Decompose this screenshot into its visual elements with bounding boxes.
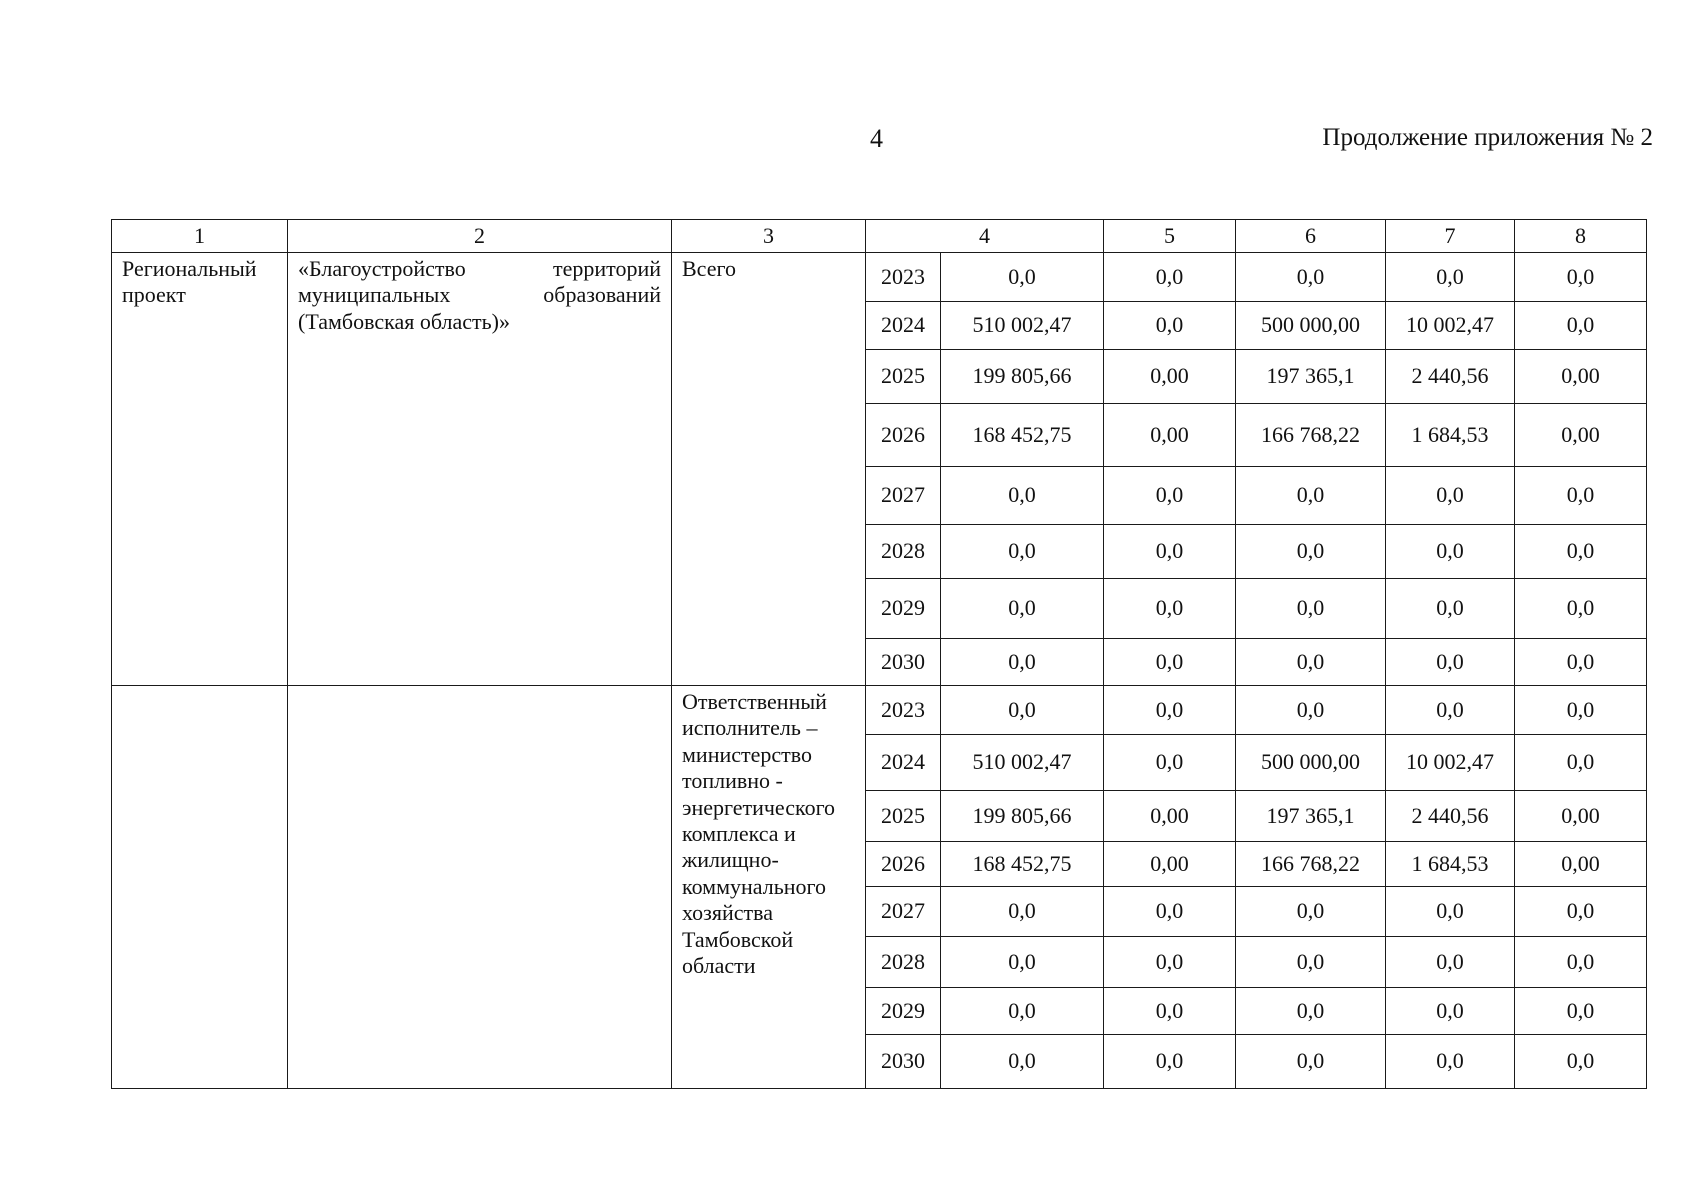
value-cell: 2 440,56 <box>1386 791 1515 842</box>
value-cell: 0,0 <box>1386 988 1515 1035</box>
value-cell: 166 768,22 <box>1236 404 1386 467</box>
header-row <box>112 220 1647 253</box>
value-cell: 0,0 <box>1236 253 1386 302</box>
header-cell: 3 <box>672 220 866 253</box>
row-type-cell <box>112 686 288 1089</box>
row-source-cell: Ответственный исполнитель – министерство топливно - энергетического комплекса и жилищно-коммунального хозяйства Тамбовской области <box>672 686 866 1089</box>
value-cell: 168 452,75 <box>941 842 1104 887</box>
value-cell: 0,0 <box>1104 1035 1236 1089</box>
value-cell: 0,0 <box>941 988 1104 1035</box>
year-cell: 2023 <box>866 253 941 302</box>
value-cell: 0,0 <box>1515 686 1647 735</box>
value-cell: 0,0 <box>941 639 1104 686</box>
row-name-cell <box>288 686 672 1089</box>
year-cell: 2024 <box>866 735 941 791</box>
value-cell: 0,00 <box>1104 842 1236 887</box>
value-cell: 10 002,47 <box>1386 302 1515 350</box>
value-cell: 0,00 <box>1104 350 1236 404</box>
value-cell: 0,0 <box>1104 525 1236 579</box>
year-cell: 2029 <box>866 988 941 1035</box>
header-cell: 2 <box>288 220 672 253</box>
page-number: 4 <box>870 124 883 153</box>
header-cell: 8 <box>1515 220 1647 253</box>
value-cell: 0,0 <box>1104 302 1236 350</box>
value-cell: 0,0 <box>1515 887 1647 937</box>
value-cell: 0,0 <box>941 887 1104 937</box>
year-cell: 2023 <box>866 686 941 735</box>
row-type-cell: Региональный проект <box>112 253 288 686</box>
value-cell: 0,0 <box>1515 1035 1647 1089</box>
value-cell: 0,00 <box>1515 404 1647 467</box>
value-cell: 0,0 <box>1236 937 1386 988</box>
value-cell: 0,0 <box>1104 686 1236 735</box>
value-cell: 197 365,1 <box>1236 350 1386 404</box>
value-cell: 0,0 <box>1236 686 1386 735</box>
value-cell: 0,0 <box>1515 253 1647 302</box>
value-cell: 0,0 <box>1386 639 1515 686</box>
value-cell: 0,0 <box>1386 887 1515 937</box>
value-cell: 0,0 <box>1515 525 1647 579</box>
value-cell: 0,0 <box>1515 937 1647 988</box>
value-cell: 199 805,66 <box>941 350 1104 404</box>
header-cell: 7 <box>1386 220 1515 253</box>
value-cell: 0,00 <box>1515 791 1647 842</box>
value-cell: 0,0 <box>1104 988 1236 1035</box>
value-cell: 168 452,75 <box>941 404 1104 467</box>
value-cell: 0,0 <box>1104 467 1236 525</box>
value-cell: 500 000,00 <box>1236 302 1386 350</box>
value-cell: 0,0 <box>1236 579 1386 639</box>
value-cell: 0,0 <box>1104 887 1236 937</box>
value-cell: 0,00 <box>1515 842 1647 887</box>
value-cell: 0,0 <box>1515 988 1647 1035</box>
value-cell: 0,0 <box>1236 525 1386 579</box>
value-cell: 0,0 <box>1236 887 1386 937</box>
value-cell: 0,0 <box>1515 735 1647 791</box>
value-cell: 510 002,47 <box>941 735 1104 791</box>
value-cell: 0,0 <box>1515 467 1647 525</box>
year-cell: 2027 <box>866 887 941 937</box>
year-cell: 2024 <box>866 302 941 350</box>
value-cell: 1 684,53 <box>1386 404 1515 467</box>
value-cell: 0,0 <box>1386 579 1515 639</box>
value-cell: 0,0 <box>941 1035 1104 1089</box>
year-cell: 2027 <box>866 467 941 525</box>
header-cell: 1 <box>112 220 288 253</box>
year-cell: 2026 <box>866 404 941 467</box>
value-cell: 0,0 <box>1386 686 1515 735</box>
value-cell: 0,00 <box>1104 791 1236 842</box>
value-cell: 0,0 <box>1515 302 1647 350</box>
value-cell: 0,0 <box>1386 467 1515 525</box>
year-cell: 2030 <box>866 1035 941 1089</box>
row-name-cell: «Благоустройство территорий муниципальных образований (Тамбовская область)» <box>288 253 672 686</box>
value-cell: 0,0 <box>941 253 1104 302</box>
value-cell: 0,0 <box>1104 579 1236 639</box>
year-cell: 2025 <box>866 791 941 842</box>
value-cell: 0,0 <box>1386 937 1515 988</box>
year-cell: 2029 <box>866 579 941 639</box>
row-source-cell: Всего <box>672 253 866 686</box>
value-cell: 0,0 <box>1386 525 1515 579</box>
value-cell: 10 002,47 <box>1386 735 1515 791</box>
appendix-label: Продолжение приложения № 2 <box>1322 124 1653 151</box>
value-cell: 0,0 <box>941 525 1104 579</box>
value-cell: 1 684,53 <box>1386 842 1515 887</box>
value-cell: 0,0 <box>941 467 1104 525</box>
value-cell: 0,0 <box>941 579 1104 639</box>
value-cell: 500 000,00 <box>1236 735 1386 791</box>
value-cell: 0,0 <box>1236 988 1386 1035</box>
value-cell: 0,0 <box>1236 467 1386 525</box>
value-cell: 0,0 <box>1386 1035 1515 1089</box>
value-cell: 197 365,1 <box>1236 791 1386 842</box>
table-row <box>112 686 1647 735</box>
year-cell: 2030 <box>866 639 941 686</box>
value-cell: 0,0 <box>1104 639 1236 686</box>
value-cell: 0,0 <box>1515 579 1647 639</box>
year-cell: 2028 <box>866 525 941 579</box>
table-row <box>112 253 1647 302</box>
value-cell: 0,0 <box>1236 1035 1386 1089</box>
header-cell: 4 <box>866 220 1104 253</box>
value-cell: 0,0 <box>1104 253 1236 302</box>
value-cell: 199 805,66 <box>941 791 1104 842</box>
funding-table <box>111 219 1647 1089</box>
value-cell: 166 768,22 <box>1236 842 1386 887</box>
year-cell: 2026 <box>866 842 941 887</box>
header-cell: 6 <box>1236 220 1386 253</box>
value-cell: 510 002,47 <box>941 302 1104 350</box>
value-cell: 0,0 <box>1386 253 1515 302</box>
value-cell: 0,00 <box>1515 350 1647 404</box>
value-cell: 0,0 <box>941 937 1104 988</box>
value-cell: 0,0 <box>941 686 1104 735</box>
value-cell: 0,0 <box>1104 937 1236 988</box>
header-cell: 5 <box>1104 220 1236 253</box>
year-cell: 2028 <box>866 937 941 988</box>
year-cell: 2025 <box>866 350 941 404</box>
value-cell: 0,0 <box>1515 639 1647 686</box>
value-cell: 0,0 <box>1104 735 1236 791</box>
value-cell: 0,00 <box>1104 404 1236 467</box>
value-cell: 2 440,56 <box>1386 350 1515 404</box>
value-cell: 0,0 <box>1236 639 1386 686</box>
